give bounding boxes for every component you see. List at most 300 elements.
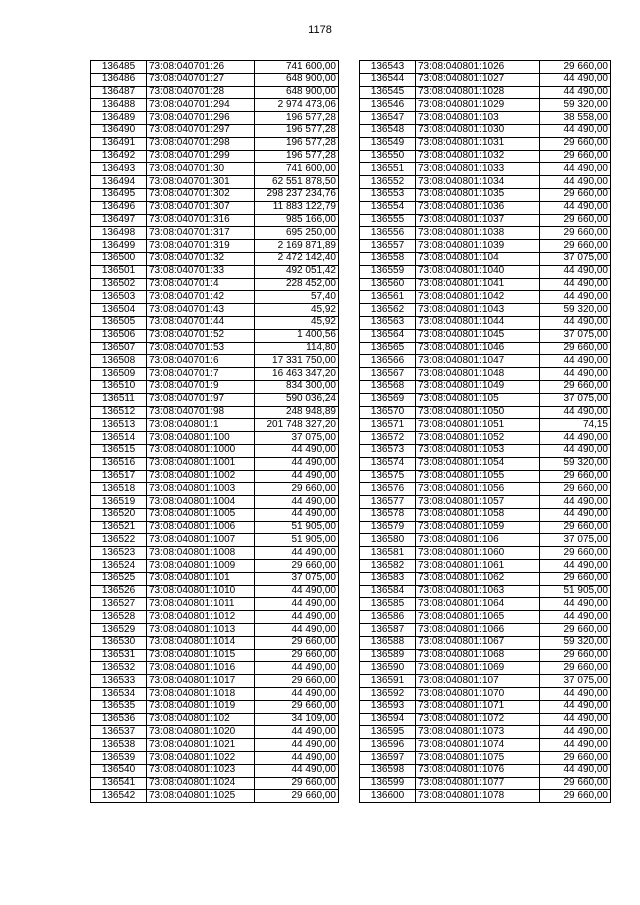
value-cell: 51 905,00 bbox=[255, 521, 339, 534]
table-row bbox=[360, 99, 611, 112]
value-cell: 44 490,00 bbox=[255, 585, 339, 598]
row-number-cell: 136528 bbox=[91, 611, 147, 624]
table-row bbox=[360, 278, 611, 291]
table-row bbox=[91, 304, 339, 317]
cadastral-number-cell: 73:08:040801:1042 bbox=[416, 291, 540, 304]
value-cell: 29 660,00 bbox=[540, 214, 611, 227]
table-row bbox=[360, 560, 611, 573]
row-number-cell: 136550 bbox=[360, 150, 416, 163]
row-number-cell: 136541 bbox=[91, 777, 147, 790]
cadastral-number-cell: 73:08:040801:1038 bbox=[416, 227, 540, 240]
cadastral-number-cell: 73:08:040801:1008 bbox=[147, 547, 255, 560]
cadastral-number-cell: 73:08:040801:1058 bbox=[416, 508, 540, 521]
cadastral-number-cell: 73:08:040801:1022 bbox=[147, 752, 255, 765]
value-cell: 29 660,00 bbox=[540, 61, 611, 74]
table-row bbox=[360, 73, 611, 86]
table-row bbox=[360, 598, 611, 611]
value-cell: 44 490,00 bbox=[540, 124, 611, 137]
table-row bbox=[360, 329, 611, 342]
cadastral-number-cell: 73:08:040801:1002 bbox=[147, 470, 255, 483]
cadastral-number-cell: 73:08:040801:1033 bbox=[416, 163, 540, 176]
value-cell: 38 558,00 bbox=[540, 112, 611, 125]
value-cell: 44 490,00 bbox=[255, 598, 339, 611]
row-number-cell: 136569 bbox=[360, 393, 416, 406]
value-cell: 196 577,28 bbox=[255, 150, 339, 163]
row-number-cell: 136589 bbox=[360, 649, 416, 662]
row-number-cell: 136506 bbox=[91, 329, 147, 342]
cadastral-number-cell: 73:08:040801:1060 bbox=[416, 547, 540, 560]
cadastral-number-cell: 73:08:040701:26 bbox=[147, 61, 255, 74]
row-number-cell: 136507 bbox=[91, 342, 147, 355]
table-row bbox=[360, 534, 611, 547]
table-row bbox=[91, 585, 339, 598]
row-number-cell: 136500 bbox=[91, 252, 147, 265]
value-cell: 201 748 327,20 bbox=[255, 419, 339, 432]
value-cell: 44 490,00 bbox=[540, 726, 611, 739]
row-number-cell: 136488 bbox=[91, 99, 147, 112]
cadastral-number-cell: 73:08:040801:1057 bbox=[416, 496, 540, 509]
row-number-cell: 136559 bbox=[360, 265, 416, 278]
row-number-cell: 136498 bbox=[91, 227, 147, 240]
row-number-cell: 136568 bbox=[360, 380, 416, 393]
value-cell: 1 400,56 bbox=[255, 329, 339, 342]
row-number-cell: 136580 bbox=[360, 534, 416, 547]
table-row bbox=[360, 713, 611, 726]
cadastral-number-cell: 73:08:040701:307 bbox=[147, 201, 255, 214]
value-cell: 29 660,00 bbox=[540, 240, 611, 253]
value-cell: 44 490,00 bbox=[255, 739, 339, 752]
row-number-cell: 136545 bbox=[360, 86, 416, 99]
table-row bbox=[360, 419, 611, 432]
cadastral-number-cell: 73:08:040801:1075 bbox=[416, 752, 540, 765]
cadastral-number-cell: 73:08:040801:1021 bbox=[147, 739, 255, 752]
value-cell: 44 490,00 bbox=[540, 700, 611, 713]
table-row bbox=[91, 508, 339, 521]
value-cell: 59 320,00 bbox=[540, 304, 611, 317]
row-number-cell: 136534 bbox=[91, 688, 147, 701]
value-cell: 29 660,00 bbox=[255, 790, 339, 803]
cadastral-number-cell: 73:08:040701:28 bbox=[147, 86, 255, 99]
value-cell: 834 300,00 bbox=[255, 380, 339, 393]
cadastral-number-cell: 73:08:040801:1045 bbox=[416, 329, 540, 342]
row-number-cell: 136548 bbox=[360, 124, 416, 137]
value-cell: 37 075,00 bbox=[540, 675, 611, 688]
row-number-cell: 136547 bbox=[360, 112, 416, 125]
cadastral-number-cell: 73:08:040801:1050 bbox=[416, 406, 540, 419]
row-number-cell: 136546 bbox=[360, 99, 416, 112]
row-number-cell: 136520 bbox=[91, 508, 147, 521]
value-cell: 29 660,00 bbox=[255, 777, 339, 790]
value-cell: 44 490,00 bbox=[540, 739, 611, 752]
table-row bbox=[91, 86, 339, 99]
value-cell: 44 490,00 bbox=[540, 444, 611, 457]
value-cell: 37 075,00 bbox=[540, 329, 611, 342]
table-row bbox=[360, 649, 611, 662]
value-cell: 29 660,00 bbox=[255, 675, 339, 688]
cadastral-number-cell: 73:08:040801:1034 bbox=[416, 176, 540, 189]
table-row bbox=[360, 777, 611, 790]
cadastral-number-cell: 73:08:040801:1016 bbox=[147, 662, 255, 675]
value-cell: 29 660,00 bbox=[540, 662, 611, 675]
value-cell: 44 490,00 bbox=[540, 201, 611, 214]
cadastral-number-cell: 73:08:040801:1047 bbox=[416, 355, 540, 368]
table-row bbox=[91, 124, 339, 137]
row-number-cell: 136530 bbox=[91, 636, 147, 649]
cadastral-number-cell: 73:08:040801:1030 bbox=[416, 124, 540, 137]
value-cell: 44 490,00 bbox=[540, 432, 611, 445]
row-number-cell: 136533 bbox=[91, 675, 147, 688]
cadastral-number-cell: 73:08:040801:1013 bbox=[147, 624, 255, 637]
value-cell: 44 490,00 bbox=[255, 496, 339, 509]
table-row bbox=[360, 624, 611, 637]
table-row bbox=[91, 240, 339, 253]
cadastral-number-cell: 73:08:040801:1023 bbox=[147, 764, 255, 777]
row-number-cell: 136579 bbox=[360, 521, 416, 534]
cadastral-number-cell: 73:08:040801:105 bbox=[416, 393, 540, 406]
cadastral-number-cell: 73:08:040801:1068 bbox=[416, 649, 540, 662]
table-row bbox=[91, 419, 339, 432]
row-number-cell: 136597 bbox=[360, 752, 416, 765]
table-row bbox=[91, 406, 339, 419]
row-number-cell: 136511 bbox=[91, 393, 147, 406]
cadastral-number-cell: 73:08:040801:1049 bbox=[416, 380, 540, 393]
value-cell: 45,92 bbox=[255, 316, 339, 329]
table-row bbox=[91, 572, 339, 585]
table-row bbox=[360, 252, 611, 265]
row-number-cell: 136563 bbox=[360, 316, 416, 329]
row-number-cell: 136543 bbox=[360, 61, 416, 74]
table-row bbox=[360, 636, 611, 649]
cadastral-number-cell: 73:08:040801:1072 bbox=[416, 713, 540, 726]
value-cell: 44 490,00 bbox=[540, 265, 611, 278]
value-cell: 59 320,00 bbox=[540, 457, 611, 470]
value-cell: 29 660,00 bbox=[540, 470, 611, 483]
value-cell: 44 490,00 bbox=[540, 316, 611, 329]
table-row bbox=[360, 137, 611, 150]
value-cell: 44 490,00 bbox=[540, 598, 611, 611]
value-cell: 44 490,00 bbox=[540, 163, 611, 176]
value-cell: 44 490,00 bbox=[540, 611, 611, 624]
value-cell: 29 660,00 bbox=[255, 700, 339, 713]
row-number-cell: 136485 bbox=[91, 61, 147, 74]
value-cell: 62 551 878,50 bbox=[255, 176, 339, 189]
cadastral-number-cell: 73:08:040801:1054 bbox=[416, 457, 540, 470]
cadastral-number-cell: 73:08:040701:43 bbox=[147, 304, 255, 317]
row-number-cell: 136496 bbox=[91, 201, 147, 214]
row-number-cell: 136529 bbox=[91, 624, 147, 637]
row-number-cell: 136540 bbox=[91, 764, 147, 777]
table-row bbox=[91, 278, 339, 291]
row-number-cell: 136494 bbox=[91, 176, 147, 189]
row-number-cell: 136495 bbox=[91, 188, 147, 201]
cadastral-number-cell: 73:08:040701:97 bbox=[147, 393, 255, 406]
cadastral-number-cell: 73:08:040801:1032 bbox=[416, 150, 540, 163]
row-number-cell: 136493 bbox=[91, 163, 147, 176]
cadastral-number-cell: 73:08:040701:317 bbox=[147, 227, 255, 240]
table-row bbox=[360, 150, 611, 163]
table-row bbox=[91, 73, 339, 86]
table-row bbox=[360, 355, 611, 368]
value-cell: 29 660,00 bbox=[540, 150, 611, 163]
table-row bbox=[360, 380, 611, 393]
value-cell: 44 490,00 bbox=[540, 560, 611, 573]
cadastral-number-cell: 73:08:040801:1066 bbox=[416, 624, 540, 637]
cadastral-number-cell: 73:08:040801:1019 bbox=[147, 700, 255, 713]
table-row bbox=[91, 700, 339, 713]
table-row bbox=[360, 790, 611, 803]
value-cell: 74,15 bbox=[540, 419, 611, 432]
row-number-cell: 136585 bbox=[360, 598, 416, 611]
table-row bbox=[360, 470, 611, 483]
value-cell: 114,80 bbox=[255, 342, 339, 355]
row-number-cell: 136586 bbox=[360, 611, 416, 624]
value-cell: 44 490,00 bbox=[255, 624, 339, 637]
cadastral-number-cell: 73:08:040701:294 bbox=[147, 99, 255, 112]
value-cell: 648 900,00 bbox=[255, 86, 339, 99]
row-number-cell: 136508 bbox=[91, 355, 147, 368]
row-number-cell: 136525 bbox=[91, 572, 147, 585]
row-number-cell: 136591 bbox=[360, 675, 416, 688]
row-number-cell: 136537 bbox=[91, 726, 147, 739]
table-row bbox=[91, 188, 339, 201]
row-number-cell: 136513 bbox=[91, 419, 147, 432]
row-number-cell: 136577 bbox=[360, 496, 416, 509]
table-row bbox=[91, 534, 339, 547]
value-cell: 44 490,00 bbox=[540, 406, 611, 419]
table-row bbox=[91, 214, 339, 227]
row-number-cell: 136573 bbox=[360, 444, 416, 457]
cadastral-number-cell: 73:08:040801:1014 bbox=[147, 636, 255, 649]
cadastral-number-cell: 73:08:040801:1009 bbox=[147, 560, 255, 573]
value-cell: 29 660,00 bbox=[540, 624, 611, 637]
value-cell: 44 490,00 bbox=[255, 470, 339, 483]
table-row bbox=[360, 764, 611, 777]
value-cell: 44 490,00 bbox=[540, 688, 611, 701]
cadastral-number-cell: 73:08:040801:1027 bbox=[416, 73, 540, 86]
value-cell: 985 166,00 bbox=[255, 214, 339, 227]
row-number-cell: 136557 bbox=[360, 240, 416, 253]
row-number-cell: 136531 bbox=[91, 649, 147, 662]
cadastral-number-cell: 73:08:040801:1018 bbox=[147, 688, 255, 701]
row-number-cell: 136523 bbox=[91, 547, 147, 560]
table-row bbox=[360, 368, 611, 381]
cadastral-number-cell: 73:08:040801:1001 bbox=[147, 457, 255, 470]
row-number-cell: 136592 bbox=[360, 688, 416, 701]
value-cell: 29 660,00 bbox=[540, 342, 611, 355]
table-row bbox=[360, 752, 611, 765]
row-number-cell: 136499 bbox=[91, 240, 147, 253]
table-row bbox=[360, 316, 611, 329]
row-number-cell: 136594 bbox=[360, 713, 416, 726]
value-cell: 29 660,00 bbox=[255, 636, 339, 649]
cadastral-number-cell: 73:08:040801:1067 bbox=[416, 636, 540, 649]
cadastral-number-cell: 73:08:040801:1044 bbox=[416, 316, 540, 329]
value-cell: 44 490,00 bbox=[255, 764, 339, 777]
table-row bbox=[360, 265, 611, 278]
table-row bbox=[360, 611, 611, 624]
cadastral-number-cell: 73:08:040801:1037 bbox=[416, 214, 540, 227]
value-cell: 44 490,00 bbox=[540, 713, 611, 726]
table-row bbox=[91, 636, 339, 649]
cadastral-number-cell: 73:08:040801:1046 bbox=[416, 342, 540, 355]
table-row bbox=[360, 291, 611, 304]
row-number-cell: 136574 bbox=[360, 457, 416, 470]
table-row bbox=[91, 291, 339, 304]
value-cell: 44 490,00 bbox=[255, 611, 339, 624]
value-cell: 29 660,00 bbox=[540, 790, 611, 803]
cadastral-number-cell: 73:08:040801:1052 bbox=[416, 432, 540, 445]
row-number-cell: 136535 bbox=[91, 700, 147, 713]
table-row bbox=[91, 227, 339, 240]
cadastral-number-cell: 73:08:040801:1055 bbox=[416, 470, 540, 483]
value-cell: 37 075,00 bbox=[540, 252, 611, 265]
row-number-cell: 136596 bbox=[360, 739, 416, 752]
value-cell: 59 320,00 bbox=[540, 99, 611, 112]
cadastral-number-cell: 73:08:040701:32 bbox=[147, 252, 255, 265]
table-row bbox=[360, 227, 611, 240]
table-row bbox=[91, 316, 339, 329]
value-cell: 590 036,24 bbox=[255, 393, 339, 406]
value-cell: 2 974 473,06 bbox=[255, 99, 339, 112]
cadastral-number-cell: 73:08:040801:1061 bbox=[416, 560, 540, 573]
table-row bbox=[91, 393, 339, 406]
row-number-cell: 136554 bbox=[360, 201, 416, 214]
table-row bbox=[360, 688, 611, 701]
value-cell: 44 490,00 bbox=[540, 496, 611, 509]
row-number-cell: 136538 bbox=[91, 739, 147, 752]
cadastral-number-cell: 73:08:040801:1003 bbox=[147, 483, 255, 496]
row-number-cell: 136553 bbox=[360, 188, 416, 201]
table-row bbox=[360, 739, 611, 752]
value-cell: 44 490,00 bbox=[255, 752, 339, 765]
value-cell: 2 472 142,40 bbox=[255, 252, 339, 265]
row-number-cell: 136593 bbox=[360, 700, 416, 713]
table-row bbox=[91, 457, 339, 470]
cadastral-number-cell: 73:08:040701:301 bbox=[147, 176, 255, 189]
cadastral-number-cell: 73:08:040801:1056 bbox=[416, 483, 540, 496]
value-cell: 44 490,00 bbox=[540, 176, 611, 189]
cadastral-number-cell: 73:08:040801:1000 bbox=[147, 444, 255, 457]
table-row bbox=[91, 483, 339, 496]
cadastral-number-cell: 73:08:040701:7 bbox=[147, 368, 255, 381]
cadastral-number-cell: 73:08:040701:6 bbox=[147, 355, 255, 368]
table-row bbox=[91, 99, 339, 112]
row-number-cell: 136539 bbox=[91, 752, 147, 765]
cadastral-number-cell: 73:08:040801:1041 bbox=[416, 278, 540, 291]
cadastral-number-cell: 73:08:040801:1012 bbox=[147, 611, 255, 624]
row-number-cell: 136551 bbox=[360, 163, 416, 176]
cadastral-number-cell: 73:08:040701:98 bbox=[147, 406, 255, 419]
value-cell: 648 900,00 bbox=[255, 73, 339, 86]
cadastral-number-cell: 73:08:040701:299 bbox=[147, 150, 255, 163]
row-number-cell: 136595 bbox=[360, 726, 416, 739]
cadastral-number-cell: 73:08:040801:104 bbox=[416, 252, 540, 265]
value-cell: 44 490,00 bbox=[255, 688, 339, 701]
cadastral-number-cell: 73:08:040801:1028 bbox=[416, 86, 540, 99]
value-cell: 29 660,00 bbox=[255, 649, 339, 662]
cadastral-number-cell: 73:08:040701:316 bbox=[147, 214, 255, 227]
cadastral-number-cell: 73:08:040801:1029 bbox=[416, 99, 540, 112]
value-cell: 29 660,00 bbox=[540, 137, 611, 150]
value-cell: 29 660,00 bbox=[540, 752, 611, 765]
value-cell: 196 577,28 bbox=[255, 124, 339, 137]
value-cell: 44 490,00 bbox=[255, 508, 339, 521]
value-cell: 2 169 871,89 bbox=[255, 240, 339, 253]
cadastral-number-cell: 73:08:040801:1006 bbox=[147, 521, 255, 534]
table-row bbox=[360, 188, 611, 201]
cadastral-number-cell: 73:08:040701:42 bbox=[147, 291, 255, 304]
value-cell: 298 237 234,76 bbox=[255, 188, 339, 201]
table-row bbox=[360, 393, 611, 406]
value-cell: 17 331 750,00 bbox=[255, 355, 339, 368]
cadastral-number-cell: 73:08:040801:1011 bbox=[147, 598, 255, 611]
value-cell: 44 490,00 bbox=[255, 547, 339, 560]
row-number-cell: 136571 bbox=[360, 419, 416, 432]
value-cell: 57,40 bbox=[255, 291, 339, 304]
row-number-cell: 136536 bbox=[91, 713, 147, 726]
table-row bbox=[91, 713, 339, 726]
value-cell: 51 905,00 bbox=[540, 585, 611, 598]
value-cell: 741 600,00 bbox=[255, 163, 339, 176]
value-cell: 248 948,89 bbox=[255, 406, 339, 419]
value-cell: 51 905,00 bbox=[255, 534, 339, 547]
table-row bbox=[91, 560, 339, 573]
cadastral-number-cell: 73:08:040801:1026 bbox=[416, 61, 540, 74]
table-row bbox=[360, 572, 611, 585]
table-row bbox=[91, 201, 339, 214]
cadastral-number-cell: 73:08:040801:1069 bbox=[416, 662, 540, 675]
cadastral-number-cell: 73:08:040701:52 bbox=[147, 329, 255, 342]
value-cell: 37 075,00 bbox=[255, 432, 339, 445]
table-row bbox=[360, 163, 611, 176]
table-row bbox=[91, 112, 339, 125]
cadastral-number-cell: 73:08:040801:1007 bbox=[147, 534, 255, 547]
cadastral-number-cell: 73:08:040801:1048 bbox=[416, 368, 540, 381]
table-row bbox=[91, 355, 339, 368]
table-row bbox=[91, 598, 339, 611]
value-cell: 29 660,00 bbox=[540, 547, 611, 560]
row-number-cell: 136582 bbox=[360, 560, 416, 573]
table-row bbox=[91, 764, 339, 777]
page-number: 1178 bbox=[308, 24, 332, 36]
row-number-cell: 136524 bbox=[91, 560, 147, 573]
row-number-cell: 136489 bbox=[91, 112, 147, 125]
cadastral-number-cell: 73:08:040801:1065 bbox=[416, 611, 540, 624]
table-row bbox=[91, 547, 339, 560]
row-number-cell: 136599 bbox=[360, 777, 416, 790]
cadastral-number-cell: 73:08:040801:100 bbox=[147, 432, 255, 445]
table-row bbox=[360, 521, 611, 534]
row-number-cell: 136501 bbox=[91, 265, 147, 278]
row-number-cell: 136565 bbox=[360, 342, 416, 355]
value-cell: 492 051,42 bbox=[255, 265, 339, 278]
value-cell: 37 075,00 bbox=[255, 572, 339, 585]
cadastral-number-cell: 73:08:040801:1035 bbox=[416, 188, 540, 201]
row-number-cell: 136570 bbox=[360, 406, 416, 419]
row-number-cell: 136526 bbox=[91, 585, 147, 598]
cadastral-number-cell: 73:08:040801:106 bbox=[416, 534, 540, 547]
row-number-cell: 136558 bbox=[360, 252, 416, 265]
table-row bbox=[91, 432, 339, 445]
table-row bbox=[91, 176, 339, 189]
cadastral-number-cell: 73:08:040801:1015 bbox=[147, 649, 255, 662]
value-cell: 44 490,00 bbox=[255, 662, 339, 675]
cadastral-number-cell: 73:08:040701:296 bbox=[147, 112, 255, 125]
row-number-cell: 136562 bbox=[360, 304, 416, 317]
table-row bbox=[91, 444, 339, 457]
value-cell: 44 490,00 bbox=[540, 73, 611, 86]
cadastral-number-cell: 73:08:040801:101 bbox=[147, 572, 255, 585]
